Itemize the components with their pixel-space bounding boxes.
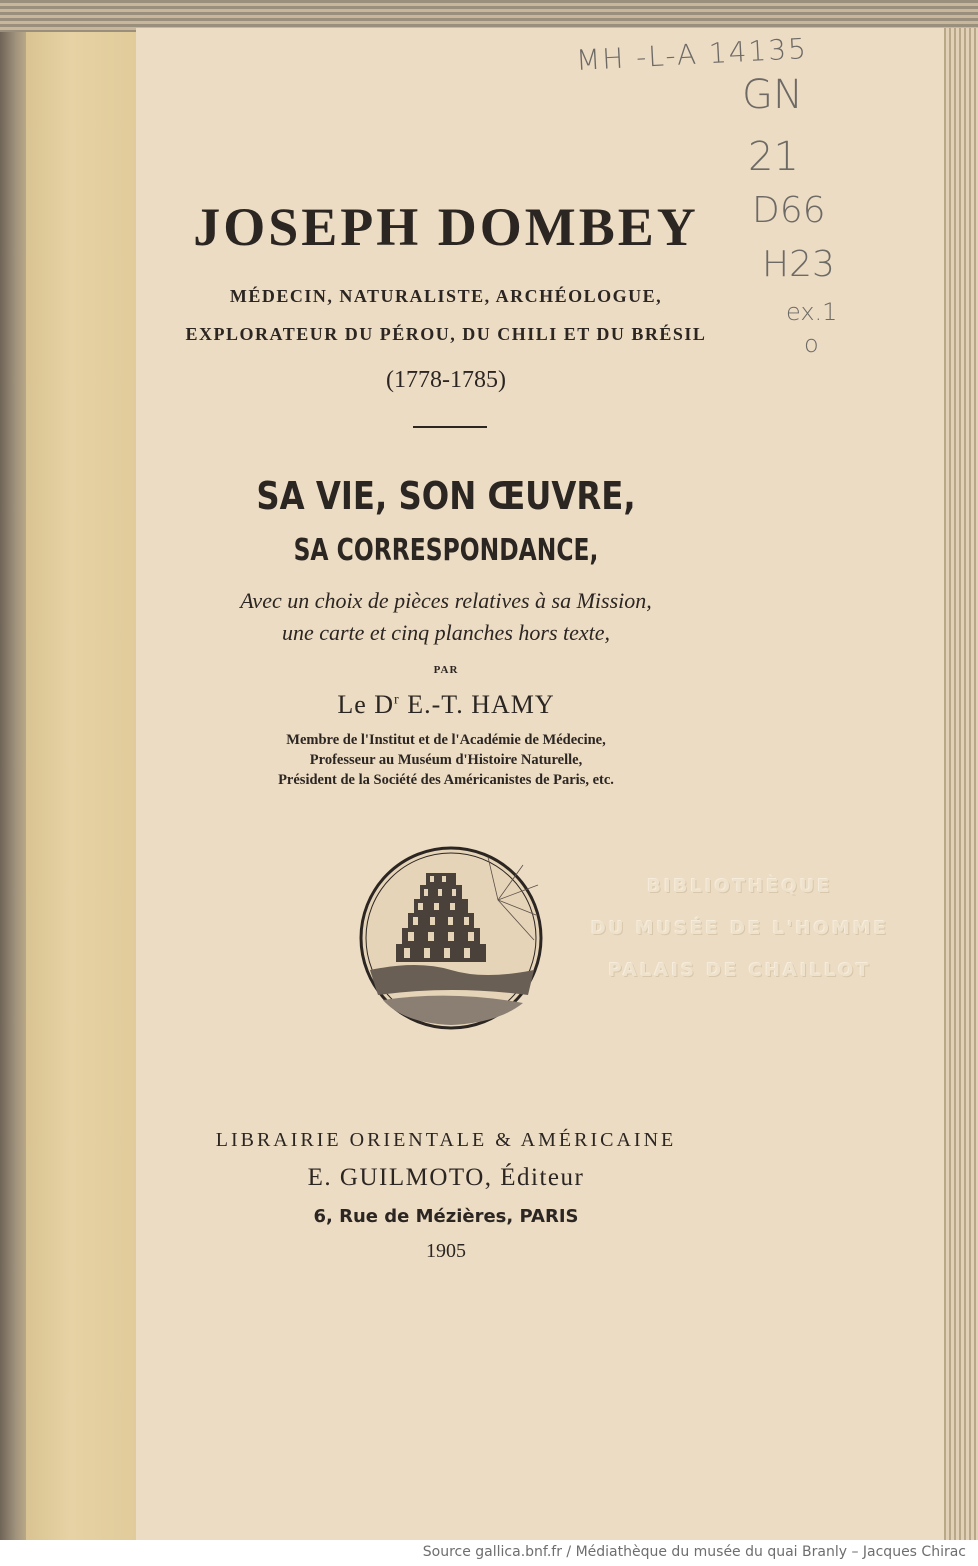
tower-medallion-engraving — [358, 845, 544, 1031]
shelfmark-line: o — [804, 330, 819, 358]
author — [136, 690, 756, 720]
publisher-line-1: LIBRAIRIE ORIENTALE & AMÉRICAINE — [215, 1129, 677, 1151]
heading-vie-oeuvre: SA VIE, SON ŒUVRE, — [256, 474, 636, 518]
shelfmark-line: H23 — [762, 244, 835, 285]
shelfmark-line: MH -L-A 14135 — [575, 31, 809, 78]
book-binding — [0, 0, 26, 1540]
source-footer — [0, 1540, 978, 1566]
italic-line-2: une carte et cinq planches hors texte, — [281, 620, 611, 645]
author-prefix: Le D — [337, 690, 395, 719]
author-name: E.-T. HAMY — [399, 690, 555, 719]
shelfmark-line: D66 — [752, 190, 826, 231]
source-credit: Source gallica.bnf.fr / Médiathèque du musée du quai Branly – Jacques Chirac — [422, 1544, 966, 1560]
blind-stamp-line: PALAIS DE CHAILLOT — [608, 960, 872, 981]
par-label: PAR — [433, 664, 459, 676]
divider-rule — [413, 426, 487, 428]
dates: (1778-1785) — [386, 367, 506, 393]
credential-line: Président de la Société des Américanistes de Paris, etc. — [278, 772, 614, 788]
shelfmark-line: ex.1 — [786, 298, 838, 326]
subtitle-line-2: EXPLORATEUR DU PÉROU, DU CHILI ET DU BRÉSIL — [185, 324, 707, 344]
book-title: JOSEPH DOMBEY — [193, 197, 699, 257]
credential-line: Professeur au Muséum d'Histoire Naturelle, — [309, 752, 583, 768]
blind-stamp-line: DU MUSÉE DE L'HOMME — [590, 918, 890, 939]
publication-year: 1905 — [426, 1240, 466, 1262]
shelfmark-line: GN — [742, 72, 803, 118]
publisher-address: 6, Rue de Mézières, PARIS — [313, 1206, 579, 1227]
blind-stamp-line: BIBLIOTHÈQUE — [647, 876, 833, 897]
author-sup: r — [394, 692, 400, 708]
shelfmark-line: 21 — [748, 134, 799, 180]
italic-line-1: Avec un choix de pièces relatives à sa Mission, — [240, 588, 652, 613]
credential-line: Membre de l'Institut et de l'Académie de Médecine, — [286, 732, 606, 748]
heading-correspondance: SA CORRESPONDANCE, — [293, 533, 599, 568]
binding-strip — [26, 0, 136, 1540]
page-stack-edge — [944, 28, 978, 1540]
subtitle-line-1: MÉDECIN, NATURALISTE, ARCHÉOLOGUE, — [229, 286, 663, 306]
publisher-line-2: E. GUILMOTO, Éditeur — [307, 1164, 585, 1191]
